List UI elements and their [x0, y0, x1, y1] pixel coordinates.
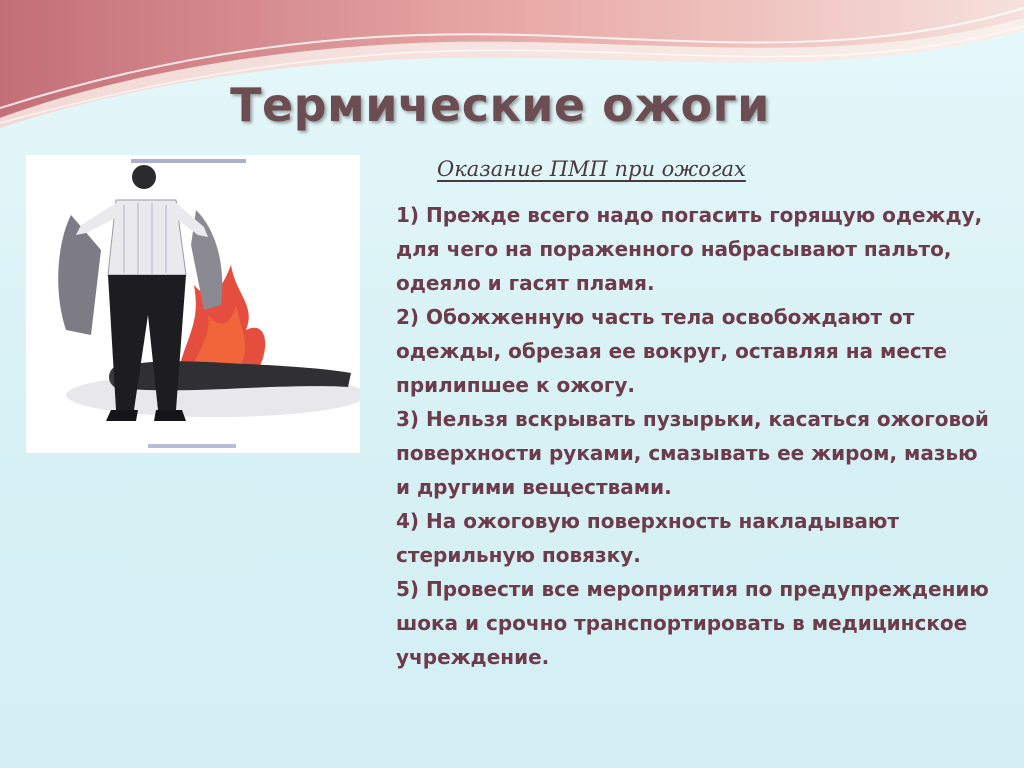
- slide-subtitle: Оказание ПМП при ожогах: [437, 157, 746, 181]
- step-item-4: 4) На ожоговую поверхность накладывают стерильную повязку.: [396, 509, 899, 567]
- burn-rescue-icon: [26, 155, 360, 453]
- step-item-2: 2) Обожженную часть тела освобождают от одежды, обрезая ее вокруг, оставляя на месте прилипшее к ожогу.: [396, 305, 947, 397]
- slide-title: Термические ожоги: [230, 78, 770, 132]
- step-item-3: 3) Нельзя вскрывать пузырьки, касаться ожоговой поверхности руками, смазывать ее жиром, мазью и другими веществами.: [396, 407, 989, 499]
- step-item-5: 5) Провести все мероприятия по предупреждению шока и срочно транспортировать в медицинское учреждение.: [396, 577, 989, 669]
- step-item-1: 1) Прежде всего надо погасить горящую одежду, для чего на пораженного набрасывают пальто, одеяло и гасят пламя.: [396, 203, 983, 295]
- first-aid-steps-list: [396, 198, 996, 674]
- first-aid-burn-illustration: [26, 155, 360, 453]
